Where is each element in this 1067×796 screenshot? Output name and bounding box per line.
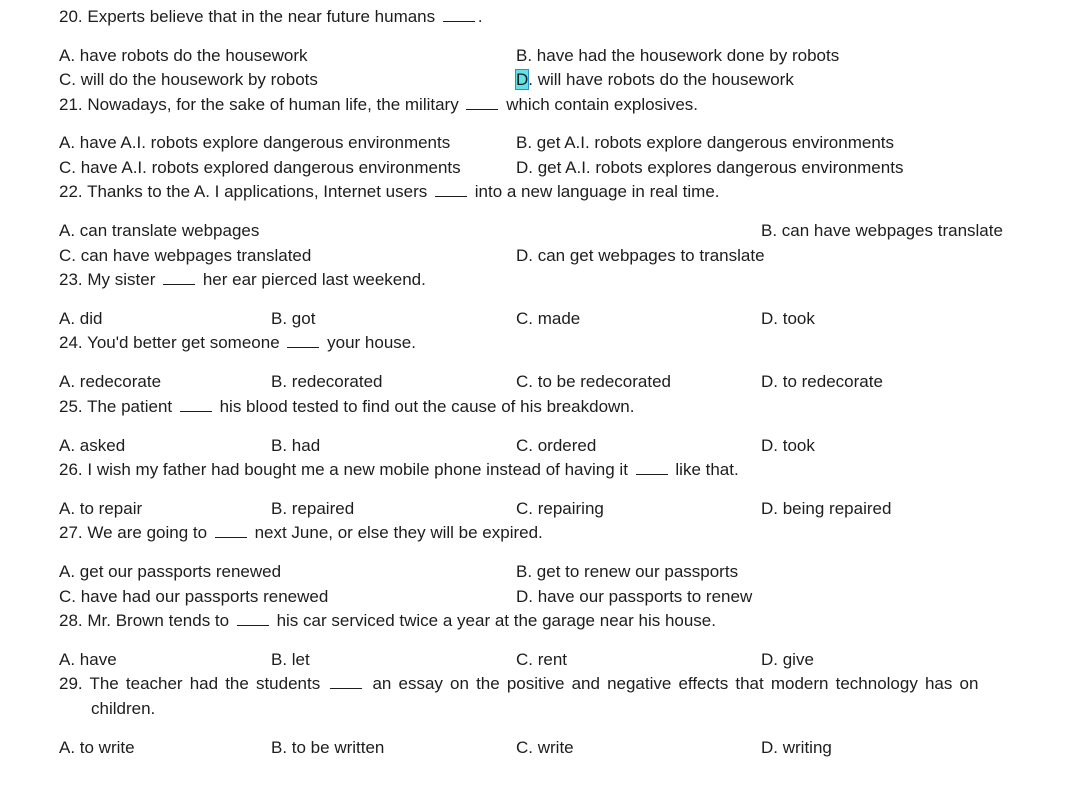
option-c: C. rent <box>516 650 568 669</box>
option-a: A. have robots do the housework <box>59 46 308 65</box>
option-b: B. get to renew our passports <box>516 562 739 581</box>
question-27 <box>59 523 543 543</box>
option-c: C. write <box>516 738 574 757</box>
option-d-text: . will have robots do the housework <box>528 70 794 89</box>
option-b: B. get A.I. robots explore dangerous environments <box>516 133 895 152</box>
question-number: 21. <box>59 95 83 114</box>
option-a: A. did <box>59 309 103 328</box>
option-a: A. to repair <box>59 499 143 518</box>
option-d: D. can get webpages to translate <box>516 246 765 265</box>
highlighted-letter: D <box>516 70 529 89</box>
question-stem-end: . <box>477 7 483 26</box>
option-a: A. can translate webpages <box>59 221 260 240</box>
option-d: D. have our passports to renew <box>516 587 753 606</box>
option-d: D. writing <box>761 738 832 757</box>
question-number: 24. <box>59 333 83 352</box>
question-stem: My sister <box>87 270 156 289</box>
option-c: C. can have webpages translated <box>59 246 312 265</box>
question-number: 28. <box>59 611 83 630</box>
option-a: A. redecorate <box>59 372 162 391</box>
question-number: 29. <box>59 674 83 693</box>
option-a: A. asked <box>59 436 126 455</box>
question-22 <box>59 182 720 202</box>
option-c: C. ordered <box>516 436 597 455</box>
option-b: B. to be written <box>271 738 385 757</box>
option-b: B. let <box>271 650 310 669</box>
option-d: D. took <box>761 436 815 455</box>
answer-blank <box>180 398 212 412</box>
option-d <box>516 70 794 90</box>
question-stem: Thanks to the A. I applications, Internet users <box>87 182 428 201</box>
question-number: 20. <box>59 7 83 26</box>
option-d: D. being repaired <box>761 499 892 518</box>
question-number: 22. <box>59 182 83 201</box>
option-d: D. give <box>761 650 814 669</box>
question-stem-end: his car serviced twice a year at the garage near his house. <box>276 611 716 630</box>
answer-blank <box>466 96 498 110</box>
question-stem: Mr. Brown tends to <box>87 611 230 630</box>
option-c: C. have had our passports renewed <box>59 587 329 606</box>
answer-blank <box>237 612 269 626</box>
option-c: C. will do the housework by robots <box>59 70 318 89</box>
question-stem: The patient <box>87 397 173 416</box>
option-c: C. have A.I. robots explored dangerous environments <box>59 158 461 177</box>
answer-blank <box>636 461 668 475</box>
question-29 <box>59 674 978 694</box>
option-d: D. get A.I. robots explores dangerous environments <box>516 158 904 177</box>
question-stem-end: which contain explosives. <box>506 95 699 114</box>
answer-blank <box>215 524 247 538</box>
question-stem: Experts believe that in the near future humans <box>87 7 436 26</box>
option-b: B. had <box>271 436 321 455</box>
answer-blank <box>330 675 362 689</box>
question-24 <box>59 333 416 353</box>
question-stem: I wish my father had bought me a new mobile phone instead of having it <box>87 460 628 479</box>
option-d: D. took <box>761 309 815 328</box>
question-number: 27. <box>59 523 83 542</box>
option-c: C. to be redecorated <box>516 372 671 391</box>
question-25 <box>59 397 634 417</box>
option-d: D. to redecorate <box>761 372 883 391</box>
answer-blank <box>163 271 195 285</box>
question-stem-end: his blood tested to find out the cause of his breakdown. <box>219 397 635 416</box>
question-stem-end: her ear pierced last weekend. <box>202 270 426 289</box>
option-a: A. get our passports renewed <box>59 562 282 581</box>
answer-blank <box>287 334 319 348</box>
question-stem: The teacher had the students <box>89 674 321 693</box>
option-b: B. repaired <box>271 499 355 518</box>
question-stem-end: an essay on the positive and negative effects that modern technology has on <box>372 674 979 693</box>
question-23 <box>59 270 426 290</box>
option-c: C. made <box>516 309 581 328</box>
question-stem: We are going to <box>87 523 208 542</box>
option-b: B. got <box>271 309 316 328</box>
option-a: A. to write <box>59 738 135 757</box>
question-stem-end: your house. <box>327 333 416 352</box>
answer-blank <box>443 8 475 22</box>
question-stem: You'd better get someone <box>87 333 280 352</box>
option-b: B. redecorated <box>271 372 383 391</box>
question-number: 23. <box>59 270 83 289</box>
question-number: 25. <box>59 397 83 416</box>
question-26 <box>59 460 739 480</box>
option-a: A. have A.I. robots explore dangerous environments <box>59 133 451 152</box>
question-stem-end: into a new language in real time. <box>474 182 720 201</box>
question-stem-end: next June, or else they will be expired. <box>254 523 543 542</box>
question-29-continued: children. <box>91 699 156 718</box>
option-a: A. have <box>59 650 117 669</box>
question-28 <box>59 611 716 631</box>
question-20 <box>59 7 483 27</box>
question-21 <box>59 95 698 115</box>
option-c: C. repairing <box>516 499 604 518</box>
question-stem: Nowadays, for the sake of human life, the military <box>87 95 459 114</box>
answer-blank <box>435 183 467 197</box>
option-b: B. can have webpages translate <box>761 221 1003 240</box>
option-b: B. have had the housework done by robots <box>516 46 840 65</box>
question-stem-end: like that. <box>675 460 739 479</box>
question-number: 26. <box>59 460 83 479</box>
